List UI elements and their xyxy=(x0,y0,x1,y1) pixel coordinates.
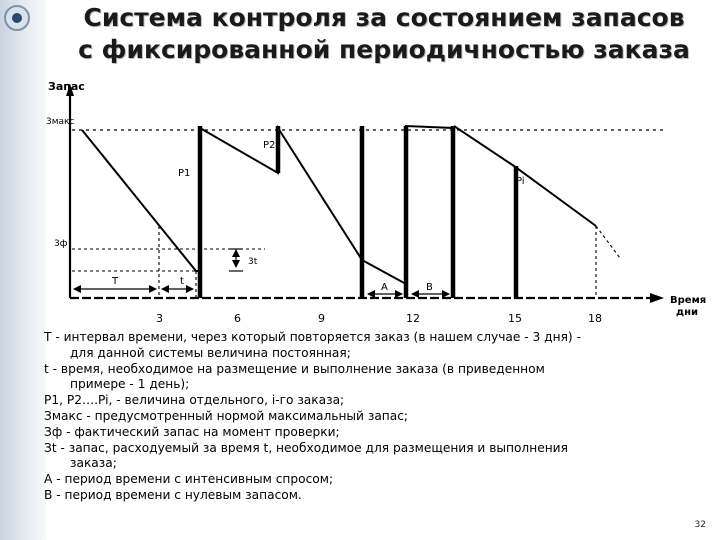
legend-item-P-first: P1, P2….Pi, - величина отдельного, i-го заказа; xyxy=(44,393,345,408)
x-tick-12: 12 xyxy=(406,312,420,325)
legend-item-T xyxy=(44,330,694,362)
page-number: 32 xyxy=(694,520,706,530)
label-a: A xyxy=(381,282,388,293)
label-t-big: T xyxy=(112,276,119,287)
legend-item-B xyxy=(44,488,694,504)
legend-item-Zt-rest: заказа; xyxy=(70,456,117,471)
projection-line-5 xyxy=(596,226,620,258)
legend-item-t-rest: примере - 1 день); xyxy=(70,377,190,392)
x-tick-9: 9 xyxy=(318,312,325,325)
label-st: 3t xyxy=(248,257,258,267)
title-line-1: Система контроля за состоянием запасов xyxy=(83,3,685,32)
x-axis-label-time: Время xyxy=(670,295,707,306)
y-axis-label: Запас xyxy=(48,80,85,93)
label-p1: P1 xyxy=(178,168,191,179)
legend-item-t xyxy=(44,362,694,394)
x-tick-15: 15 xyxy=(508,312,522,325)
legend-item-A-first: А - период времени с интенсивным спросом; xyxy=(44,472,334,487)
slide-title xyxy=(48,2,720,66)
legend-item-T-first: T - интервал времени, через который повторяется заказ (в нашем случае - 3 дня) - xyxy=(44,330,581,344)
y-tick-max: 3макс xyxy=(46,117,75,127)
legend-item-Zt xyxy=(44,441,694,473)
inventory-diagram xyxy=(40,78,710,326)
legend-item-B-first: В - период времени с нулевым запасом. xyxy=(44,487,302,502)
y-tick-fact: 3ф xyxy=(54,239,68,249)
label-p2: P2 xyxy=(263,140,276,151)
stock-level-curve-last xyxy=(454,126,596,226)
legend-text xyxy=(44,330,694,504)
x-axis-label-days: дни xyxy=(676,307,698,318)
legend-item-Zf xyxy=(44,425,694,441)
label-t-small: t xyxy=(180,276,184,287)
legend-item-T-rest: для данной системы величина постоянная; xyxy=(70,345,351,360)
x-tick-6: 6 xyxy=(234,312,241,325)
legend-item-t-first: t - время, необходимое на размещение и выполнение заказа (в приведенном xyxy=(44,361,545,376)
legend-item-Zf-first: Зф - фактический запас на момент проверки; xyxy=(44,424,340,439)
x-tick-3: 3 xyxy=(156,312,163,325)
legend-item-Zt-first: Зt - запас, расходуемый за время t, необходимое для размещения и выполнения xyxy=(44,440,568,455)
legend-item-Zmax xyxy=(44,409,694,425)
legend-item-Zmax-first: Змакс - предусмотренный нормой максимальный запас; xyxy=(44,408,409,423)
bullet-circle-icon xyxy=(4,5,30,31)
title-line-2: с фиксированной периодичностью заказа xyxy=(78,35,690,64)
label-b: B xyxy=(426,282,433,293)
label-pi: Pi xyxy=(516,176,525,187)
legend-item-P xyxy=(44,393,694,409)
x-tick-18: 18 xyxy=(588,312,602,325)
x-axis-arrow-icon xyxy=(650,293,664,303)
legend-item-A xyxy=(44,472,694,488)
